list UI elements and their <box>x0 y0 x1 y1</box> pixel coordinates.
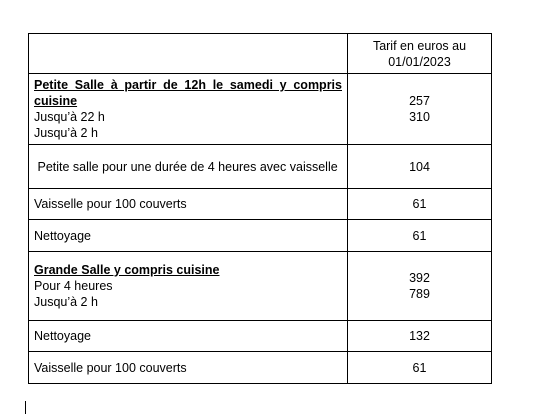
table-row <box>29 220 492 252</box>
row-label: Petite salle pour une durée de 4 heures avec vaisselle <box>29 145 348 189</box>
grande-salle-prices <box>348 252 492 321</box>
grande-salle-option-4h: Pour 4 heures <box>34 279 113 293</box>
table-row <box>29 74 492 145</box>
grande-salle-cell <box>29 252 348 321</box>
price-value: 61 <box>348 220 492 252</box>
petite-salle-title: Petite Salle à partir de 12h le samedi y compris cuisine <box>34 78 342 108</box>
price-value: 392 <box>409 271 430 285</box>
price-value: 132 <box>348 321 492 352</box>
text-cursor <box>25 401 26 414</box>
row-label: Nettoyage <box>29 220 348 252</box>
price-value: 257 <box>409 94 430 108</box>
price-value: 789 <box>409 287 430 301</box>
petite-salle-cell <box>29 74 348 145</box>
grande-salle-title: Grande Salle y compris cuisine <box>34 263 220 277</box>
header-cell-empty <box>29 34 348 74</box>
price-value: 61 <box>348 352 492 384</box>
table-row <box>29 145 492 189</box>
header-tarif-line1: Tarif en euros au <box>372 38 467 53</box>
table-header-row <box>29 34 492 74</box>
petite-salle-option-22h: Jusqu’à 22 h <box>34 110 105 124</box>
row-label: Vaisselle pour 100 couverts <box>29 189 348 220</box>
table-row <box>29 352 492 384</box>
table-row <box>29 252 492 321</box>
price-value: 61 <box>348 189 492 220</box>
table-row <box>29 189 492 220</box>
price-value: 104 <box>348 145 492 189</box>
row-label: Nettoyage <box>29 321 348 352</box>
header-cell-tarif <box>348 34 492 74</box>
header-tarif-line2: 01/01/2023 <box>388 54 451 69</box>
petite-salle-option-2h: Jusqu’à 2 h <box>34 126 98 140</box>
row-label: Vaisselle pour 100 couverts <box>29 352 348 384</box>
tariff-table <box>28 33 492 384</box>
petite-salle-prices <box>348 74 492 145</box>
grande-salle-option-2h: Jusqu’à 2 h <box>34 295 98 309</box>
price-value: 310 <box>409 110 430 124</box>
table-row <box>29 321 492 352</box>
